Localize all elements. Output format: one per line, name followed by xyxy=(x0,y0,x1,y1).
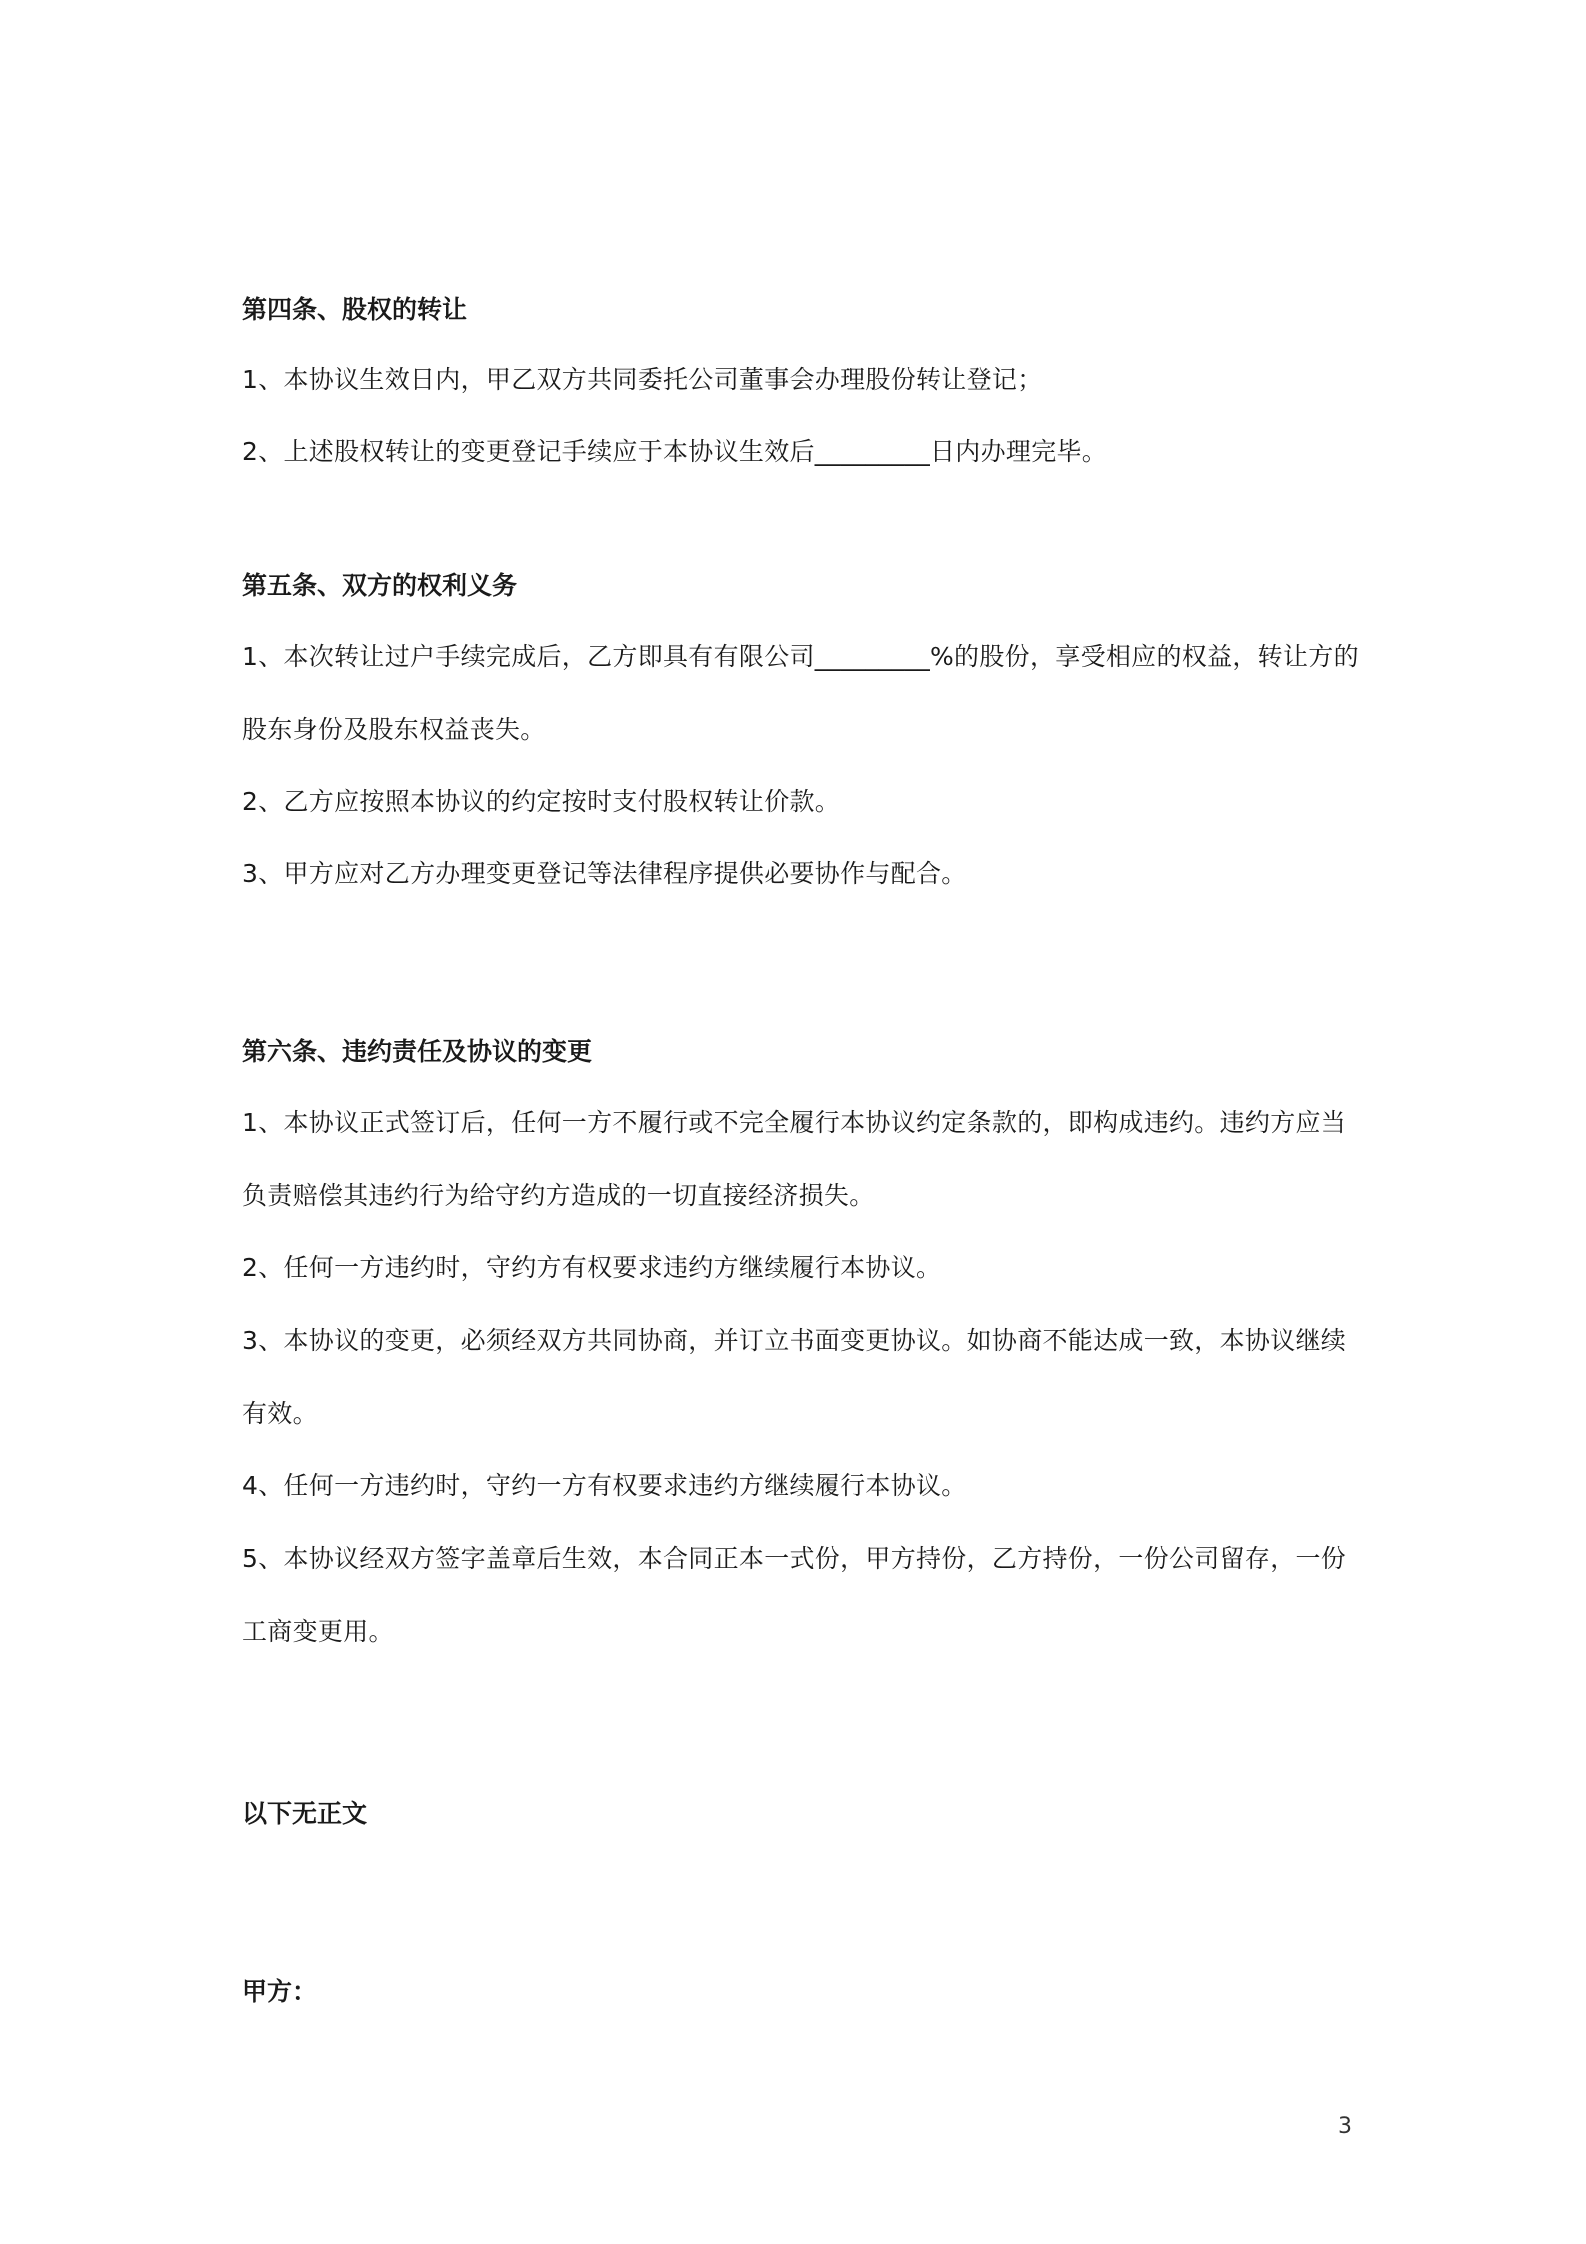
section-paragraph: 2、上述股权转让的变更登记手续应于本协议生效后_________日内办理完毕。 xyxy=(242,437,1108,466)
section-paragraph: 3、甲方应对乙方办理变更登记等法律程序提供必要协作与配合。 xyxy=(242,859,967,888)
section-paragraph: 1、本协议正式签订后，任何一方不履行或不完全履行本协议约定条款的，即构成违约。违约方应当负责赔偿其违约行为给守约方造成的一切直接经济损失。 xyxy=(242,1108,1347,1210)
page-number: 3 xyxy=(1338,2114,1352,2139)
section-paragraph: 3、本协议的变更，必须经双方共同协商，并订立书面变更协议。如协商不能达成一致，本协议继续有效。 xyxy=(242,1326,1347,1428)
section-paragraph: 1、本次转让过户手续完成后，乙方即具有有限公司_________%的股份，享受相应的权益，转让方的股东身份及股东权益丧失。 xyxy=(242,642,1359,744)
section-paragraph: 1、本协议生效日内，甲乙双方共同委托公司董事会办理股份转让登记； xyxy=(242,365,1043,394)
section-heading: 第六条、违约责任及协议的变更 xyxy=(242,1037,593,1066)
section-paragraph: 2、乙方应按照本协议的约定按时支付股权转让价款。 xyxy=(242,787,841,816)
section-paragraph: 4、任何一方违约时，守约一方有权要求违约方继续履行本协议。 xyxy=(242,1471,967,1500)
section-heading: 第四条、股权的转让 xyxy=(242,295,468,324)
section-heading: 第五条、双方的权利义务 xyxy=(242,571,518,600)
closing-note: 以下无正文 xyxy=(242,1799,368,1828)
section-paragraph: 2、任何一方违约时，守约方有权要求违约方继续履行本协议。 xyxy=(242,1253,942,1282)
section-paragraph: 5、本协议经双方签字盖章后生效，本合同正本一式份，甲方持份，乙方持份，一份公司留存，一份工商变更用。 xyxy=(242,1544,1347,1646)
party-a-label: 甲方： xyxy=(242,1977,318,2006)
